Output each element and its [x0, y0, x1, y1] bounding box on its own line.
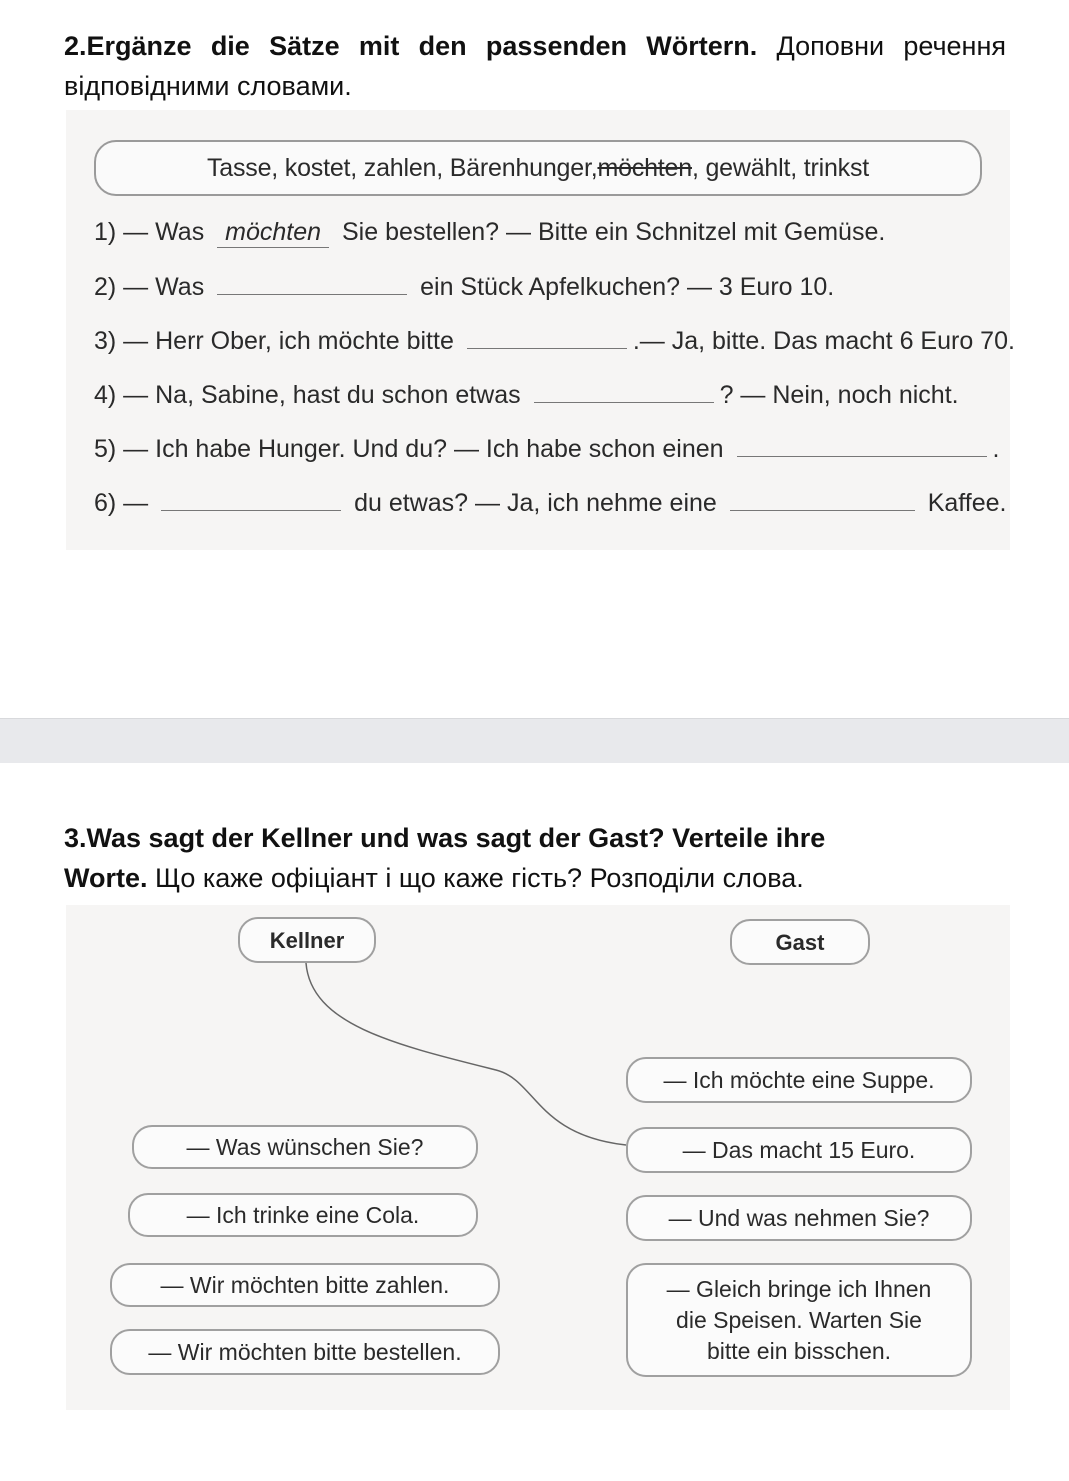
word-box-after: , gewählt, trinkst [691, 153, 869, 182]
sentence-text: .— Ja, bitte. Das macht 6 Euro 70. [632, 327, 1015, 355]
sentence-text: 3) — Herr Ober, ich möchte bitte [94, 327, 454, 355]
sentence-text: 2) — Was [94, 273, 205, 301]
left-phrase-2[interactable]: — Ich trinke eine Cola. [128, 1193, 478, 1237]
page-separator [0, 718, 1069, 763]
word-box-struck-word: möchten [597, 153, 692, 182]
task2-heading [64, 26, 1006, 106]
answer-gap-6b[interactable] [730, 488, 915, 511]
sentence-text: . [992, 435, 1000, 463]
gast-label[interactable]: Gast [730, 919, 870, 965]
left-phrase-4[interactable]: — Wir möchten bitte bestellen. [110, 1329, 500, 1375]
sentence-text: ? — Nein, noch nicht. [719, 381, 959, 409]
sentence-6 [94, 488, 1007, 518]
kellner-label[interactable]: Kellner [238, 917, 376, 963]
answer-gap-3[interactable] [467, 326, 627, 349]
task3-heading [64, 818, 1006, 898]
sentence-text: du etwas? — Ja, ich nehme eine [354, 489, 717, 517]
sentence-text: 1) — Was [94, 218, 205, 246]
sentence-text: ein Stück Apfelkuchen? — 3 Euro 10. [420, 273, 835, 301]
left-phrase-3[interactable]: — Wir möchten bitte zahlen. [110, 1263, 500, 1307]
sentence-text: Kaffee. [927, 489, 1007, 517]
task3-exercise-scan [66, 905, 1010, 1410]
task2-title-de: 2.Ergänze die Sätze mit den passenden Wörtern. [64, 31, 758, 61]
sentence-text: Sie bestellen? — Bitte ein Schnitzel mit Gemüse. [342, 218, 886, 246]
sentence-2 [94, 272, 834, 302]
right-phrase-4[interactable]: — Gleich bringe ich Ihnen die Speisen. Warten Sie bitte ein bisschen. [626, 1263, 972, 1377]
word-box [94, 140, 982, 196]
answer-gap-6a[interactable] [161, 488, 341, 511]
sentence-text: 5) — Ich habe Hunger. Und du? — Ich habe schon einen [94, 435, 724, 463]
task2-exercise-scan [66, 110, 1015, 550]
answer-gap-2[interactable] [217, 272, 407, 295]
answer-gap-5[interactable] [737, 434, 987, 457]
task3-title-uk: Що каже офіціант і що каже гість? Розподіли слова. [155, 863, 804, 893]
sentence-text: 6) — [94, 489, 149, 517]
right-phrase-1[interactable]: — Ich möchte eine Suppe. [626, 1057, 972, 1103]
sentence-3 [94, 326, 1015, 356]
sentence-text: 4) — Na, Sabine, hast du schon etwas [94, 381, 521, 409]
left-phrase-1[interactable]: — Was wünschen Sie? [132, 1125, 478, 1169]
right-phrase-2[interactable]: — Das macht 15 Euro. [626, 1127, 972, 1173]
sentence-5 [94, 434, 999, 464]
task3-title-de-1: 3.Was sagt der Kellner und was sagt der Gast? Verteile ihre [64, 823, 826, 853]
task3-title-de-2: Worte. [64, 863, 148, 893]
word-box-before: Tasse, kostet, zahlen, Bärenhunger, [206, 153, 598, 182]
right-phrase-3[interactable]: — Und was nehmen Sie? [626, 1195, 972, 1241]
answer-gap-4[interactable] [534, 380, 714, 403]
task2-title-uk: Доповни речення відповідними словами. [64, 31, 1006, 101]
answer-gap-1[interactable]: möchten [217, 218, 329, 248]
sentence-4 [94, 380, 959, 410]
sentence-1 [94, 218, 885, 248]
